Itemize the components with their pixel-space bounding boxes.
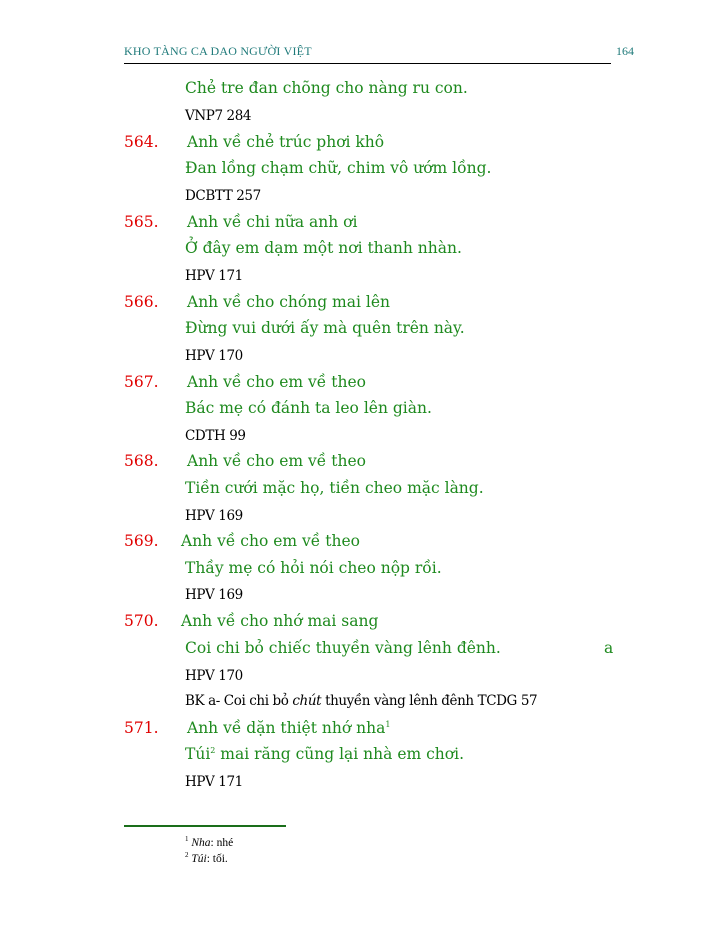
variant-emphasis: chút (292, 693, 322, 709)
verse-line: Anh về cho em về theo (181, 532, 360, 550)
footnote-ref[interactable]: 1 (385, 719, 391, 729)
footnote-definition: : nhé (210, 837, 234, 849)
verse-line: Đừng vui dưới ấy mà quên trên này. (185, 319, 465, 337)
variant-note (185, 693, 537, 709)
running-header (124, 44, 634, 62)
footnote-mark: 2 (185, 851, 189, 860)
footnote-term: Nha (191, 837, 211, 849)
verse-line: Thầy mẹ có hỏi nói cheo nộp rồi. (185, 559, 442, 577)
entry-number: 570. (124, 612, 159, 630)
footnote-term: Túi (191, 853, 207, 865)
footnote-definition: : tối. (206, 853, 228, 865)
verse-line: Chẻ tre đan chõng cho nàng ru con. (185, 79, 468, 97)
variant-prefix: BK a- Coi chi bỏ (185, 693, 293, 709)
verse-line: Bác mẹ có đánh ta leo lên giàn. (185, 399, 432, 417)
verse-line (185, 745, 464, 763)
source-citation: VNP7 284 (185, 108, 252, 124)
footnote-mark: 1 (185, 835, 189, 844)
verse-line: Anh về cho nhớ mai sang (181, 612, 379, 630)
footnote (185, 837, 233, 849)
book-title: KHO TÀNG CA DAO NGƯỜI VIỆT (124, 44, 312, 58)
verse-line: Đan lồng chạm chữ, chim vô ướm lồng. (185, 159, 492, 177)
entry-number: 565. (124, 213, 159, 231)
verse-text: mai răng cũng lại nhà em chơi. (215, 745, 464, 763)
verse-line: Coi chi bỏ chiếc thuyền vàng lênh đênh. (185, 639, 501, 657)
page-number: 164 (616, 44, 634, 58)
entry-number: 567. (124, 373, 159, 391)
verse-line: Anh về cho chóng mai lên (187, 293, 390, 311)
variant-suffix: thuyền vàng lênh đênh TCDG 57 (321, 693, 538, 709)
entry-number: 568. (124, 452, 159, 470)
verse-line: Anh về cho em về theo (187, 452, 366, 470)
source-citation: HPV 169 (185, 587, 243, 603)
footnote-divider (124, 825, 286, 827)
source-citation: DCBTT 257 (185, 188, 261, 204)
verse-line: Ở đây em dạm một nơi thanh nhàn. (185, 239, 462, 257)
verse-line (187, 719, 390, 737)
verse-line: Anh về chẻ trúc phơi khô (187, 133, 385, 151)
verse-line: Anh về cho em về theo (187, 373, 366, 391)
verse-line: Tiền cưới mặc họ, tiền cheo mặc làng. (185, 479, 484, 497)
footnote (185, 853, 228, 865)
verse-text: Anh về dặn thiệt nhớ nha (187, 719, 386, 737)
footnote-ref[interactable]: 2 (210, 745, 216, 755)
header-divider (124, 63, 611, 64)
source-citation: HPV 171 (185, 268, 243, 284)
entry-number: 564. (124, 133, 159, 151)
source-citation: HPV 170 (185, 668, 243, 684)
source-citation: CDTH 99 (185, 428, 246, 444)
source-citation: HPV 170 (185, 348, 243, 364)
entry-number: 571. (124, 719, 159, 737)
verse-line: Anh về chi nữa anh ơi (187, 213, 358, 231)
verse-text: Túi (185, 745, 211, 763)
entry-number: 569. (124, 532, 159, 550)
source-citation: HPV 169 (185, 508, 243, 524)
variant-marker: a (604, 639, 614, 657)
source-citation: HPV 171 (185, 774, 243, 790)
entry-number: 566. (124, 293, 159, 311)
